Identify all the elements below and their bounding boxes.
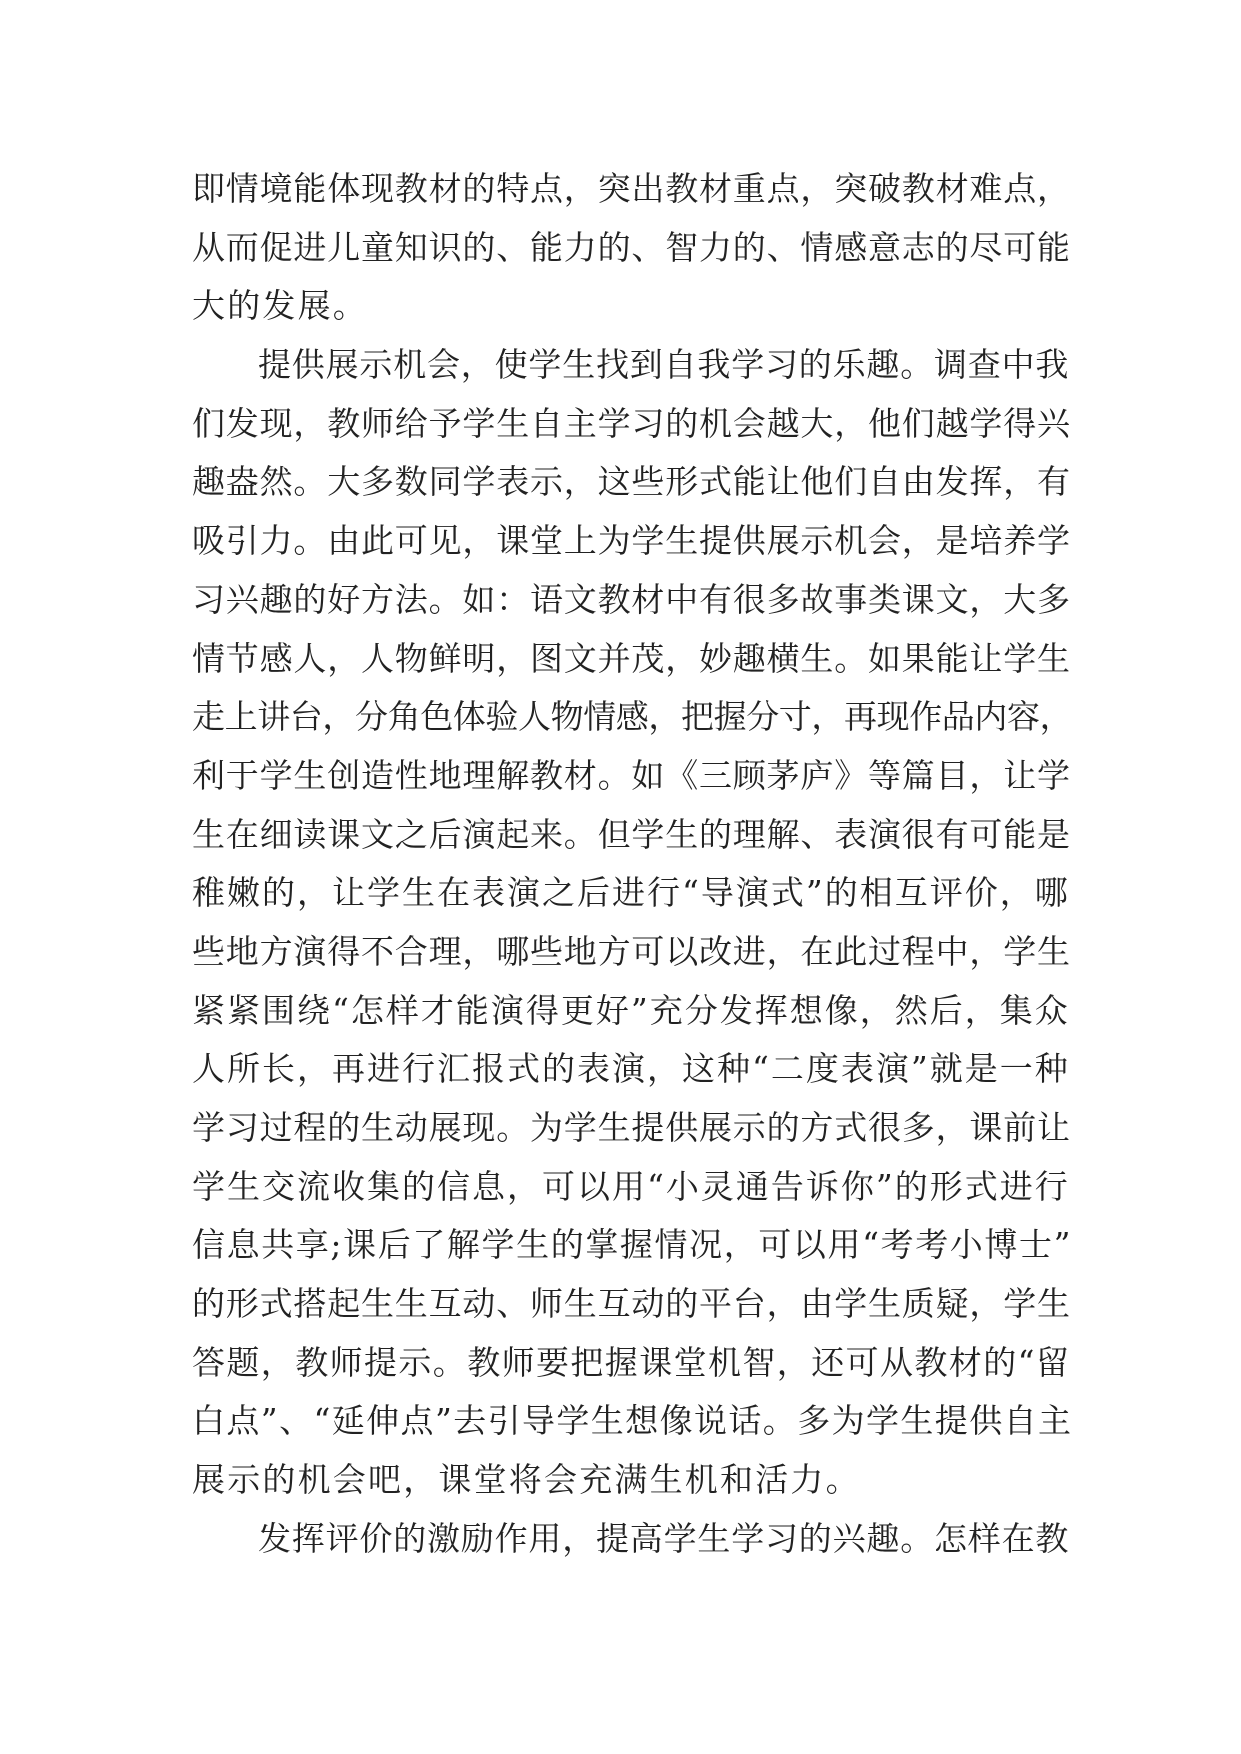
text-line: 的形式搭起生生互动、师生互动的平台，由学生质疑，学生 xyxy=(192,1284,1071,1324)
text-line: 提供展示机会，使学生找到自我学习的乐趣。调查中我 xyxy=(258,345,1070,385)
text-line: 学生交流收集的信息，可以用“小灵通告诉你”的形式进行 xyxy=(192,1166,1070,1206)
text-line: 从而促进儿童知识的、能力的、智力的、情感意志的尽可能 xyxy=(192,227,1071,267)
text-line: 习兴趣的好方法。如：语文教材中有很多故事类课文，大多 xyxy=(192,579,1071,619)
text-line: 发挥评价的激励作用，提高学生学习的兴趣。怎样在教 xyxy=(258,1518,1070,1558)
text-line: 学习过程的生动展现。为学生提供展示的方式很多，课前让 xyxy=(192,1108,1071,1147)
text-line: 即情境能体现教材的特点，突出教材重点，突破教材难点， xyxy=(192,169,1071,208)
text-line: 答题，教师提示。教师要把握课堂机智，还可从教材的“留 xyxy=(192,1342,1071,1382)
text-line: 生在细读课文之后演起来。但学生的理解、表演很有可能是 xyxy=(192,814,1071,854)
text-line: 大的发展。 xyxy=(192,286,368,326)
text-line: 吸引力。由此可见，课堂上为学生提供展示机会，是培养学 xyxy=(192,521,1071,561)
text-line: 白点”、“延伸点”去引导学生想像说话。多为学生提供自主 xyxy=(192,1401,1073,1441)
text-line: 情节感人，人物鲜明，图文并茂，妙趣横生。如果能让学生 xyxy=(192,638,1071,678)
text-line: 紧紧围绕“怎样才能演得更好”充分发挥想像，然后，集众 xyxy=(192,990,1070,1030)
body-text xyxy=(192,160,1072,1569)
text-line: 们发现，教师给予学生自主学习的机会越大，他们越学得兴 xyxy=(192,403,1071,443)
text-line: 些地方演得不合理，哪些地方可以改进，在此过程中，学生 xyxy=(192,931,1071,971)
text-line: 稚嫩的，让学生在表演之后进行“导演式”的相互评价，哪 xyxy=(192,873,1070,913)
text-line: 信息共享;课后了解学生的掌握情况，可以用“考考小博士” xyxy=(192,1225,1073,1265)
text-line: 展示的机会吧，课堂将会充满生机和活力。 xyxy=(192,1460,861,1500)
text-line: 走上讲台，分角色体验人物情感，把握分寸，再现作品内容， xyxy=(192,697,1073,737)
text-line: 利于学生创造性地理解教材。如《三顾茅庐》等篇目，让学 xyxy=(192,755,1071,795)
text-line: 人所长，再进行汇报式的表演，这种“二度表演”就是一种 xyxy=(192,1049,1070,1089)
text-line: 趣盎然。大多数同学表示，这些形式能让他们自由发挥，有 xyxy=(192,462,1071,502)
